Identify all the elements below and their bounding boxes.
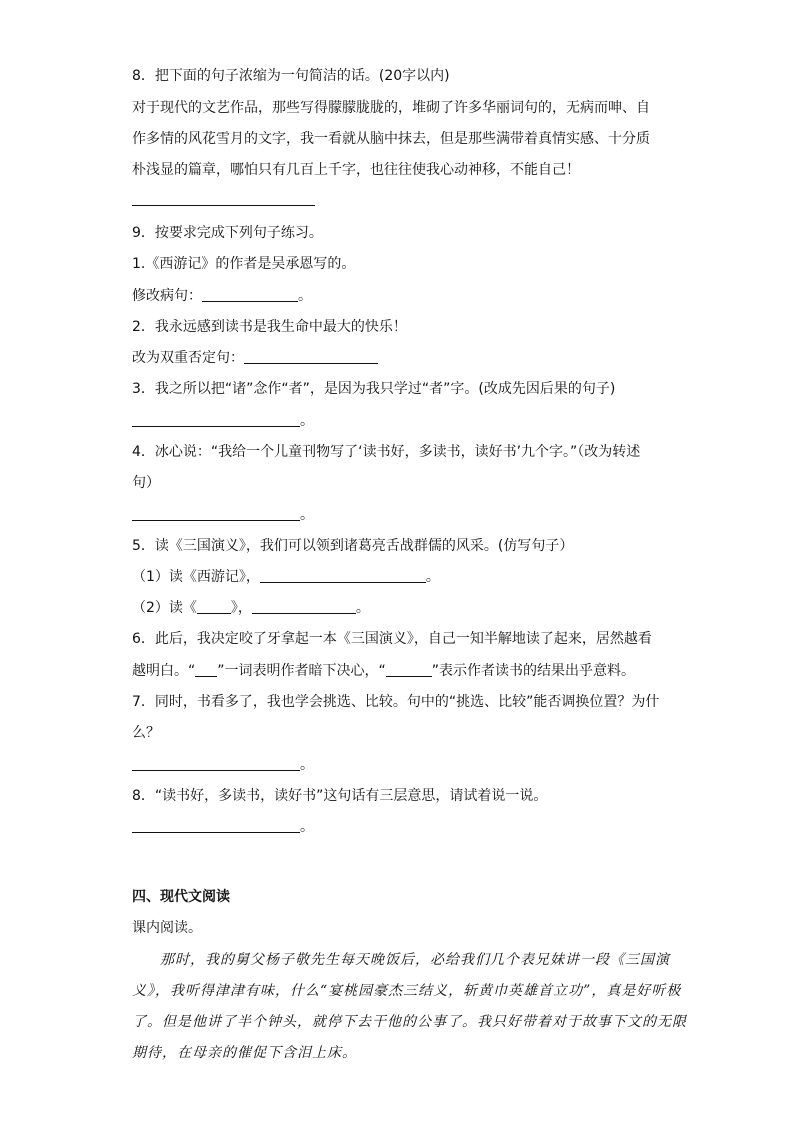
q9-sentence-8-answer-line <box>132 817 314 837</box>
period: 。 <box>300 507 314 523</box>
revise-label: 修改病句： <box>132 288 202 304</box>
q9-sentence-2-answer-line <box>132 348 378 368</box>
s6-text-c: ”表示作者读书的结果出乎意料。 <box>431 663 636 679</box>
double-negative-label: 改为双重否定句： <box>132 350 244 366</box>
answer-blank-s2[interactable] <box>244 349 378 364</box>
question-8-text-line-2: 作多情的风花雪月的文字，我一看就从脑中抹去，但是那些满带着真情实感、十分质 <box>132 131 650 147</box>
s6-text-b: ”一词表明作者暗下决心，“ <box>217 663 386 679</box>
answer-blank-s6-1[interactable] <box>195 662 217 677</box>
question-9-prompt: 9．按要求完成下列句子练习。 <box>132 225 323 241</box>
reading-passage-line-4: 期待，在母亲的催促下含泪上床。 <box>132 1045 357 1061</box>
period: 。 <box>300 413 314 429</box>
q9-sentence-7-line-1: 7．同时，书看多了，我也学会挑选、比较。句中的“挑选、比较”能否调换位置？为什 <box>132 694 660 710</box>
q9-sentence-8: 8．“读书好，多读书，读好书”这句话有三层意思，请试着说一说。 <box>132 788 548 804</box>
imitation-middle-2: 》， <box>230 600 252 616</box>
q9-sentence-7-answer-line <box>132 755 314 775</box>
imitation-prefix-2: （2）读《 <box>132 600 197 616</box>
answer-blank-s1[interactable] <box>202 287 298 302</box>
q9-sentence-4-answer-line <box>132 505 314 525</box>
period: 。 <box>355 600 370 616</box>
answer-blank-s7[interactable] <box>132 756 300 771</box>
question-8-text-line-3: 朴浅显的篇章，哪怕只有几百上千字，也往往使我心动神移，不能自己！ <box>132 162 580 178</box>
period: 。 <box>300 819 314 835</box>
question-8-text-line-1: 对于现代的文艺作品，那些写得朦朦胧胧的，堆砌了许多华丽词句的，无病而呻、自 <box>132 100 650 116</box>
q9-sentence-6-line-2 <box>132 661 635 681</box>
section-4-subheading: 课内阅读。 <box>132 920 202 936</box>
answer-blank-s4[interactable] <box>132 506 300 521</box>
q9-sentence-3-answer-line <box>132 411 314 431</box>
q9-sentence-7-line-2: 么？ <box>132 725 160 741</box>
q9-sentence-1: 1.《西游记》的作者是吴承恩写的。 <box>132 256 356 272</box>
reading-passage-line-2: 义》，我听得津津有味，什么“宴桃园豪杰三结义，斩黄巾英雄首立功”，真是好听极 <box>132 983 682 999</box>
answer-blank-q8[interactable] <box>132 205 315 206</box>
q9-sentence-4-line-2: 句） <box>132 475 160 491</box>
answer-blank-s3[interactable] <box>132 412 300 427</box>
answer-blank-s8[interactable] <box>132 818 300 833</box>
reading-passage-line-3: 了。但是他讲了半个钟头，就停下去干他的公事了。我只好带着对于故事下文的无限 <box>132 1014 687 1030</box>
question-8-prompt: 8．把下面的句子浓缩为一句简洁的话。(20字以内) <box>132 68 450 84</box>
q9-sentence-3: 3．我之所以把“诸”念作“者”，是因为我只学过“者”字。(改成先因后果的句子) <box>132 381 616 397</box>
period: 。 <box>298 288 312 304</box>
answer-blank-s5-1[interactable] <box>260 568 426 583</box>
q9-sentence-1-answer-line <box>132 286 312 306</box>
answer-blank-s5-2-title[interactable] <box>197 599 231 614</box>
q9-sentence-6-line-1: 6．此后，我决定咬了牙拿起一本《三国演义》，自己一知半解地读了起来，居然越看 <box>132 631 652 647</box>
period: 。 <box>300 757 314 773</box>
answer-blank-s6-2[interactable] <box>386 662 432 677</box>
section-4-heading: 四、现代文阅读 <box>132 889 230 905</box>
q9-sentence-2: 2．我永远感到读书是我生命中最大的快乐！ <box>132 319 407 335</box>
imitation-prefix-1: （1）读《西游记》， <box>132 569 260 585</box>
reading-passage-line-1: 那时，我的舅父杨子敬先生每天晚饭后，必给我们几个表兄妹讲一段《三国演 <box>160 952 670 968</box>
q9-sentence-5-item-1 <box>132 567 440 587</box>
q9-sentence-5-item-2 <box>132 598 370 618</box>
answer-blank-s5-2[interactable] <box>252 599 356 614</box>
period: 。 <box>425 569 440 585</box>
q9-sentence-4-line-1: 4．冰心说：“我给一个儿童刊物写了‘读书好，多读书，读好书’九个字。”（改为转述 <box>132 444 641 460</box>
s6-text-a: 越明白。“ <box>132 663 196 679</box>
q9-sentence-5: 5．读《三国演义》，我们可以领到诸葛亮舌战群儒的风采。(仿写句子） <box>132 538 574 554</box>
